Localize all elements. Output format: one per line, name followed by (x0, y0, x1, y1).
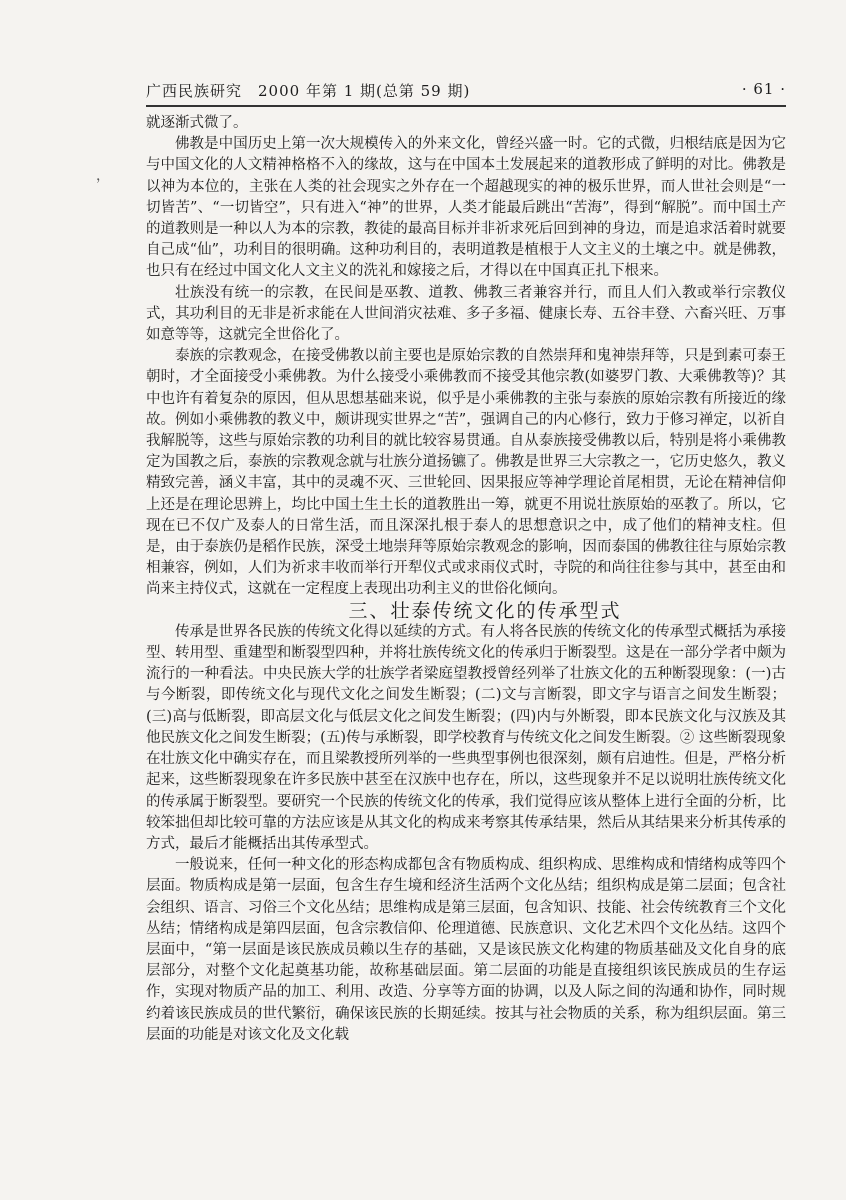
paragraph-thai-religion: 泰族的宗教观念，在接受佛教以前主要也是原始宗教的自然崇拜和鬼神崇拜等，只是到素可泰王朝时，才全面接受小乘佛教。为什么接受小乘佛教而不接受其他宗教(如婆罗门教、大乘佛教等)？其中也许有着复杂的原因，但从思想基础来说，似乎是小乘佛教的主张与泰族的原始宗教有所接近的缘故。例如小乘佛教的教义中，颇讲现实世界之“苦”，强调自己的内心修行，致力于修习禅定，以祈自我解脱等，这些与原始宗教的功利目的就比较容易贯通。自从泰族接受佛教以后，特别是将小乘佛教定为国教之后，泰族的宗教观念就与壮族分道扬镳了。佛教是世界三大宗教之一，它历史悠久，教义精致完善，涵义丰富，其中的灵魂不灭、三世轮回、因果报应等神学理论首尾相贯，无论在精神信仰上还是在理论思辨上，均比中国土生土长的道教胜出一筹，就更不用说壮族原始的巫教了。所以，它现在已不仅广及泰人的日常生活，而且深深扎根于泰人的思想意识之中，成了他们的精神支柱。但是，由于泰族仍是稻作民族，深受土地崇拜等原始宗教观念的影响，因而泰国的佛教往往与原始宗教相兼容，例如，人们为祈求丰收而举行开犁仪式或求雨仪式时，寺院的和尚往往参与其中，甚至由和尚来主持仪式，这就在一定程度上表现出功利主义的世俗化倾向。 (146, 348, 786, 598)
section-heading: 三、壮泰传统文化的传承型式 (348, 599, 622, 622)
header-rule (146, 105, 786, 107)
paragraph-buddhism: 佛教是中国历史上第一次大规模传入的外来文化，曾经兴盛一时。它的式微，归根结底是因为它与中国文化的人文精神格格不入的缘故，这与在中国本土发展起来的道教形成了鲜明的对比。佛教是以神为本位的，主张在人类的社会现实之外存在一个超越现实的神的极乐世界，而人世社会则是“一切皆苦”、“一切皆空”，只有进入“神”的世界，人类才能最后跳出“苦海”，得到“解脱”。而中国土产的道教则是一种以人为本的宗教，教徒的最高目标并非祈求死后回到神的身边，而是追求活着时就要自己成“仙”，功利目的很明确。这种功利目的，表明道教是植根于人文主义的土壤之中。就是佛教，也只有在经过中国文化人文主义的洗礼和嫁接之后，才得以在中国真正扎下根来。 (146, 136, 786, 280)
running-header (146, 80, 786, 104)
margin-mark: ， (96, 168, 110, 184)
paragraph-transmission: 传承是世界各民族的传统文化得以延续的方式。有人将各民族的传统文化的传承型式概括为承接型、转用型、重建型和断裂型四种，并将壮族传统文化的传承归于断裂型。这是在一部分学者中颇为流行的一种看法。中央民族大学的壮族学者梁庭望教授曾经列举了壮族文化的五种断裂现象：(一)古与今断裂，即传统文化与现代文化之间发生断裂；(二)文与言断裂，即文字与语言之间发生断裂；(三)高与低断裂，即高层文化与低层文化之间发生断裂；(四)内与外断裂，即本民族文化与汉族及其他民族文化之间发生断裂；(五)传与承断裂，即学校教育与传统文化之间发生断裂。② 这些断裂现象在壮族文化中确实存在，而且梁教授所列举的一些典型事例也很深刻，颇有启迪性。但是，严格分析起来，这些断裂现象在许多民族中甚至在汉族中也存在，所以，这些现象并不足以说明壮族传统文化的传承属于断裂型。要研究一个民族的传统文化的传承，我们觉得应该从整体上进行全面的分析，比较笨拙但却比较可靠的方法应该是从其文化的构成来考察其传承结果，然后从其结果来分析其传承的方式，最后才能概括出其传承型式。 (146, 623, 786, 852)
paragraph-zhuang-religion: 壮族没有统一的宗教，在民间是巫教、道教、佛教三者兼容并行，而且人们入教或举行宗教仪式，其功利目的无非是祈求能在人世间消灾祛难、多子多福、健康长寿、五谷丰登、六畜兴旺、万事如意等等，这就完全世俗化了。 (146, 284, 786, 344)
paragraph-culture-layers: 一般说来，任何一种文化的形态构成都包含有物质构成、组织构成、思维构成和情绪构成等四个层面。物质构成是第一层面，包含生存生境和经济生活两个文化丛结；组织构成是第二层面；包含社会组织、语言、习俗三个文化丛结；思维构成是第三层面，包含知识、技能、社会传统教育三个文化丛结；情绪构成是第四层面，包含宗教信仰、伦理道德、民族意识、文化艺术四个文化丛结。这四个层面中，“第一层面是该民族成员赖以生存的基础，又是该民族文化构建的物质基础及文化自身的底层部分，对整个文化起奠基功能，故称基础层面。第二层面的功能是直接组织该民族成员的生存运作，实现对物质产品的加工、利用、改造、分享等方面的协调，以及人际之间的沟通和协作，同时规约着该民族成员的世代繁衍，确保该民族的长期延续。按其与社会物质的关系，称为组织层面。第三层面的功能是对该文化及文化载 (146, 857, 786, 1043)
body-text (146, 113, 786, 1046)
paragraph-continuation: 就逐渐式微了。 (146, 115, 248, 131)
journal-citation: 广西民族研究 2000 年第 1 期(总第 59 期) (146, 82, 471, 100)
page-number: · 61 · (741, 80, 786, 98)
